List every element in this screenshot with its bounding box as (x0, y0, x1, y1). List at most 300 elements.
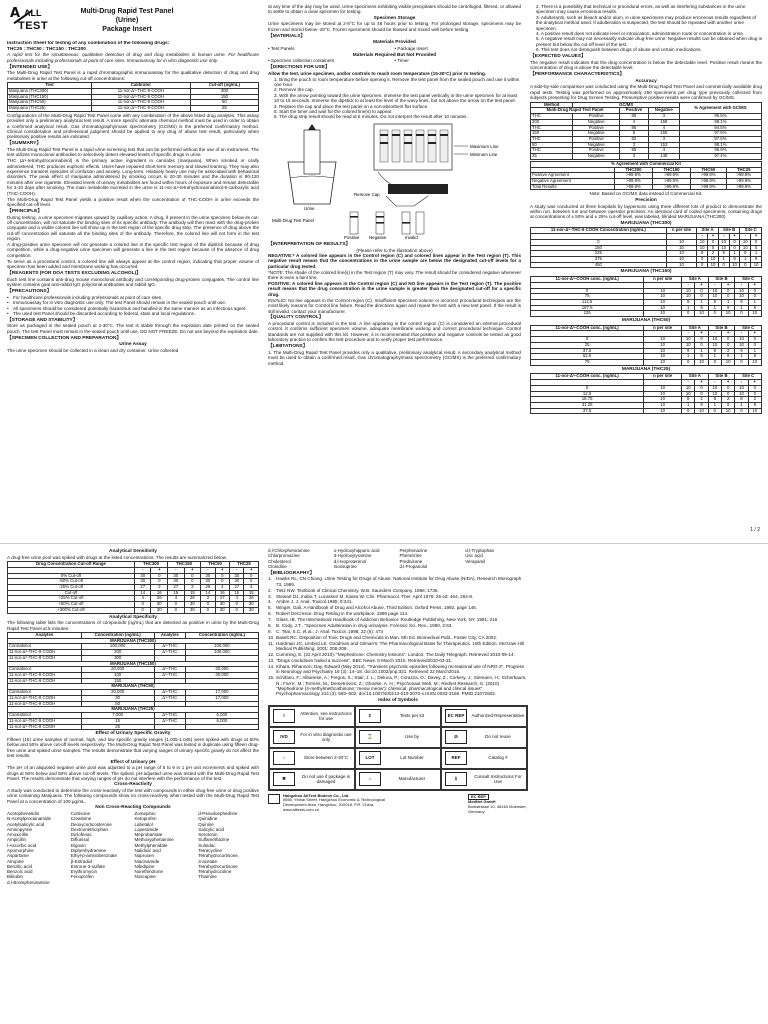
precautions-heading: 【PRECAUTIONS】 (7, 289, 52, 295)
table-cell: 10 (666, 245, 697, 251)
symbol-label: Do not use if package is damaged (301, 773, 351, 785)
table-cell: 10 (644, 403, 682, 409)
table-cell: THC25 (230, 562, 259, 568)
table-cell: >99.9% (653, 173, 691, 179)
bibliography-list (268, 576, 528, 697)
table-cell: Multi-Drug Rapid Test Panel (531, 108, 620, 114)
table-cell: 15 (168, 590, 185, 596)
table-cell: 0 (735, 360, 748, 366)
table-cell: Positive (619, 108, 648, 114)
table-cell: 26 (151, 596, 168, 602)
bibliography-heading: 【BIBLIOGRAPHY】 (268, 570, 315, 576)
table-cell: 10 (708, 256, 719, 262)
table-cell: Site B (708, 325, 735, 331)
symbols-title: Index of Symbols (378, 697, 418, 703)
symbol-entry (269, 706, 355, 727)
symbol-icon: ℹ (445, 772, 467, 786)
table-cell: Site B (718, 228, 740, 234)
table-cell: 3 (244, 584, 259, 590)
table-cell: 16 (215, 590, 229, 596)
table-cell: 9 (748, 403, 761, 409)
agreement-note: Note: Based on GC/MS data instead of Commercial Kit. (589, 191, 703, 197)
table-cell: 11-nor-Δ⁹-COOH conc. (ng/mL) (531, 374, 644, 380)
table-cell: 0 (151, 579, 168, 585)
table-cell: 10 (697, 245, 708, 251)
table-cell: 10 (644, 294, 682, 300)
interpretation-note: (Please refer to the illustration above) (356, 247, 433, 253)
table-cell: 0 (531, 337, 644, 343)
table-cell: 0 (695, 288, 708, 294)
table-cell: + (184, 567, 201, 573)
table-cell: - (735, 380, 748, 386)
precision-label: MARIJUANA (THC25) (621, 366, 671, 372)
specificity-table (7, 632, 259, 730)
cross-reactivity-title: Cross-Reactivity (114, 782, 152, 788)
sg-title: Effect of Urinary Specific Gravity (95, 731, 171, 737)
storage-heading: 【STORAGE AND STABILITY】 (7, 317, 78, 323)
symbol-icon: LOT (359, 751, 381, 765)
ec-rep-block (468, 794, 528, 815)
reference-number: 4. (268, 599, 272, 605)
interpretation-heading: 【INTERPRETATION OF RESULTS】 (268, 241, 351, 247)
table-cell: Cannabinol (8, 713, 82, 719)
table-cell: 95.5% (679, 114, 761, 120)
directions-lead: Allow the test, urine specimen, and/or controls to reach room temperature (15-30°C) prior to testing. (268, 70, 487, 76)
compound-item: l-Ascorbic acid (7, 842, 37, 848)
precision-table (530, 325, 762, 366)
reference-number: 3. (268, 593, 272, 599)
symbol-label: Store between 2-30°C (303, 755, 349, 761)
compound-item: N-Acetylprocainamide (7, 816, 52, 822)
table-cell: n per site (644, 277, 682, 283)
table-cell: 10 (644, 348, 682, 354)
table-cell: -25% Cut-off (8, 584, 135, 590)
compound-item: Isoxsuprine (333, 563, 357, 569)
storage-text: Store as packaged in the sealed pouch at 2-30°C. The test is stable through the expiration date printed on the sealed pouch. The test Panel must remain in the sealed pouch until use. DO NOT FREEZE. Do not use beyond the expiration date. (7, 323, 259, 334)
precision-table (530, 227, 762, 268)
drug-list: THC25 : THC50 : THC150 : THC300 (7, 46, 86, 52)
table-cell: 10 (748, 408, 761, 414)
table-cell: 0 (531, 288, 644, 294)
compound-item: Sulfamethazine (198, 837, 230, 843)
table-row (531, 360, 762, 366)
table-cell: Site A (697, 228, 719, 234)
table-cell: Test (8, 83, 92, 89)
list-item: 3. With the arrow pointing toward the urine specimen, immerse the test panel vertically in the urine specimen for at least 10 to 15 seconds. Immerse the dipstick to at least the level of the wavy lines, but not above the arrow on the test panel. (274, 92, 518, 104)
symbol-icon: ↕ (273, 751, 295, 765)
table-cell: Analytes (154, 633, 185, 639)
table-cell: Site C (740, 228, 762, 234)
compound-item: Tetrahydrocortisone (198, 863, 238, 869)
table-cell: 10 (708, 294, 721, 300)
table-cell: % Agreement with GC/MS (679, 102, 761, 113)
table-cell: 0 (682, 408, 695, 414)
table-cell: 10 (666, 251, 697, 257)
table-cell: 11-nor-Δ⁹-THC-9 COOH (8, 678, 82, 684)
symbol-icon: ⌂ (359, 772, 381, 786)
reference-text: "Drugs crackdown hailed a success". BBC News. 8 March 2010. Retrieved2010-03-31. (276, 658, 453, 664)
reference-text: Tietz NW. Textbook of Clinical Chemistry. W.B. Saunders Company. 1986; 1735. (276, 587, 439, 593)
table-cell (154, 724, 185, 730)
page-divider (0, 543, 768, 544)
table-cell: 0 (748, 294, 761, 300)
table-cell: 150 (531, 245, 667, 251)
table-cell: 10 (718, 239, 729, 245)
table-cell: n per site (666, 228, 697, 234)
page-number: 1 / 2 (750, 527, 760, 533)
table-cell: Site B (708, 277, 735, 283)
compound-item: Noscapine (134, 874, 156, 880)
precision-table (530, 373, 762, 414)
compound-item: Clonidine (268, 563, 287, 569)
compound-item: Niacinamide (134, 858, 160, 864)
table-cell: + (695, 331, 708, 337)
symbol-icon: IVD (273, 730, 295, 744)
min-line-label: Minimum Line (470, 151, 498, 157)
table-cell: 30 (230, 573, 244, 579)
table-cell: 25 (531, 154, 573, 160)
table-cell: 0 (215, 579, 229, 585)
table-cell: >99.9% (691, 173, 726, 179)
reference-item (268, 611, 528, 616)
table-cell: 50 (531, 142, 573, 148)
table-cell: 11-nor-Δ⁸-THC-9 COOH (8, 695, 82, 701)
table-cell: 75 (531, 294, 644, 300)
table-cell: 10 (708, 262, 719, 268)
list-item: 1. Bring the pouch to room temperature before opening it. Remove the test panel from the sealed pouch and use it within one hour. (274, 76, 520, 88)
summary-text-3: The Multi-Drug Rapid Test Panel yields a positive result when the concentration of THC-COOH in urine exceeds the specified cut-off level. (7, 196, 259, 207)
reference-item (268, 594, 528, 599)
table-cell: 26 (244, 596, 259, 602)
table-cell: 100 (81, 673, 154, 679)
table-cell: >99.9% (726, 179, 761, 185)
table-cell: 10 (751, 262, 762, 268)
symbol-entry (355, 769, 441, 790)
table-cell: 27 (134, 584, 151, 590)
table-cell: 9 (682, 348, 695, 354)
table-cell: - (134, 567, 151, 573)
precision-text: A study was conducted at three hospitals by laypersons using three different lots of product to demonstrate the within run, between run and between operator precision. An identical card of coded specimens, containing drugs at concentrations of ± 50% and ± 25% cut-off level, was labeled, blinded MARIJUANA (THC300) (530, 203, 762, 220)
table-cell: 0 (748, 288, 761, 294)
table-cell: 15 (81, 718, 154, 724)
table-cell: - (708, 331, 721, 337)
list-item: 6. This test does not distinguish between drugs of abuse and certain medications. (536, 47, 702, 53)
table-cell: >99.9% (691, 179, 726, 185)
symbol-entry (441, 727, 527, 748)
table-row (531, 311, 762, 317)
materials-provided-title: Materials Provided (373, 40, 416, 46)
table-cell: 10 (644, 408, 682, 414)
table-cell: 11-nor-Δ⁹-THC-9 COOH (8, 655, 82, 661)
compound-item (465, 564, 528, 569)
qc-text: A procedural control is included in the test. A line appearing in the control region (C) is considered an internal procedural control. It confirms sufficient specimen volume, adequate membrane wicking and correct procedural technique. Control standards are not supplied with this kit. However, it is recommended that positive and negative controls be tested as good laboratory practice to confirm the test procedure and to verify proper test performance. (268, 321, 521, 343)
table-cell: THC300 (614, 167, 652, 173)
table-cell: 0 (748, 342, 761, 348)
table-cell: 1 (735, 354, 748, 360)
table-cell: 0 (215, 573, 229, 579)
compound-item: d-Pseudoephedrine (198, 810, 238, 816)
table-cell: + (722, 282, 735, 288)
table-cell: 5 (619, 131, 648, 137)
table-cell: 0 (722, 385, 735, 391)
table-cell: 3 (619, 154, 648, 160)
table-cell: Δ⁹-THC (154, 650, 185, 656)
table-cell: 11-nor-Δ⁹-COOH conc. (ng/mL) (531, 325, 644, 331)
materials-required-title: Materials Required But Not Provided (352, 52, 437, 58)
table-cell: 0 (230, 607, 244, 613)
table-cell: 0 (722, 391, 735, 397)
compound-item: Aspartame (7, 853, 29, 859)
table-cell: 10 (644, 337, 682, 343)
table-cell: Positive Agreement (531, 173, 615, 179)
reference-item (268, 576, 528, 587)
table-cell: 300 (531, 119, 573, 125)
table-cell: 1 (718, 256, 729, 262)
compound-item: β-Estradiol (70, 858, 93, 864)
intended-use-text: The Multi-Drug Rapid Test Panel is a rapid chromatographic immunoassay for the qualitative detection of drug and drug metabolites in urine at the following cut-off concentrations: (7, 70, 259, 81)
table-cell: Negative (573, 119, 619, 125)
sensitivity-text: A drug-free urine pool was spiked with drugs at the listed concentrations. The results are summarized below. (7, 554, 228, 560)
table-cell: 10 (682, 294, 695, 300)
table-cell: Cut-off (8, 590, 135, 596)
principle-text-3: To serve as a procedural control, a colored line will always appear at the control region, indicating that proper volume of specimen has been added and membrane wicking has occurred. (7, 258, 259, 270)
table-cell: 0 (151, 573, 168, 579)
table-cell: 0 (718, 262, 729, 268)
symbol-label: Use by (404, 734, 419, 740)
table-row (531, 408, 762, 414)
positive-text: POSITIVE: A colored line appears in the Control region (C) and NO line appears in the Test region (T). The positive result means that the drug concentration in the urine sample is greater than the designated cut-off for a specific drug. (268, 280, 521, 297)
table-cell: 16 (151, 590, 168, 596)
table-cell: 6,000 (185, 713, 258, 719)
symbol-entry (355, 748, 441, 769)
table-cell: 37.5 (531, 408, 644, 414)
table-cell: 15 (184, 590, 201, 596)
table-cell: 27 (215, 596, 229, 602)
table-cell: 187.5 (531, 305, 644, 311)
compound-item: Ampicillin (7, 837, 27, 843)
compound-item: Cholesterol (268, 558, 291, 564)
table-cell: 97.5% (679, 131, 761, 137)
table-cell: 0 (230, 602, 244, 608)
reference-item (268, 635, 528, 640)
symbol-icon: ! (273, 709, 295, 723)
table-cell: 3 (648, 114, 679, 120)
compound-item: Zomepirac (134, 810, 156, 816)
reference-text: Kihara, Rihannon; Day, Edward (May 2014). "Transient psychotic episodes following recreational use of NRG-3". Progress in Neurology and Psychiatry 18 (3): 14–18. doi:10.1002/pnp.331. Retrieved 22 March2015. (276, 663, 525, 675)
specificity-title: Analytical Specificity (109, 614, 157, 620)
table-cell: THC (531, 136, 573, 142)
compound-item: Quinine (198, 821, 214, 827)
table-cell: 0 (682, 360, 695, 366)
precision-label: MARIJUANA (THC300) (620, 220, 672, 226)
table-cell: 1 (748, 299, 761, 305)
table-cell: 8 (708, 397, 721, 403)
list-item: 3. Adulterants, such as bleach and/or alum, in urine specimens may produce erroneous results regardless of the analytical method used. If adulteration is suspected, the test should be repeated with another urine specimen. (536, 14, 757, 31)
table-cell: THC (531, 148, 573, 154)
table-cell: 0 (244, 579, 259, 585)
table-cell: 9 (708, 299, 721, 305)
compound-item: Fenoprofen (70, 874, 94, 880)
compound-item: Bilirubin (7, 874, 24, 880)
table-cell: + (695, 282, 708, 288)
table-cell: Concentration (ng/mL) (185, 633, 258, 639)
non-cross-list (7, 811, 259, 880)
table-cell: 158 (648, 119, 679, 125)
symbol-icon: ⊘ (445, 730, 467, 744)
column-1 (7, 41, 259, 537)
symbol-label: Tests per kit (399, 713, 424, 719)
reference-text: B. Cody, J.T., "Specimen Adulteration in drug urinalysis. Forensic Sci. Rev., 1990, 2:63. (276, 623, 453, 629)
table-cell: 27 (230, 584, 244, 590)
list-item: 5. Start the timer and wait for the colored line(s) to appear. (274, 109, 393, 115)
table-cell: Δ⁸-THC (154, 690, 185, 696)
compound-item: Deoxycorticosterone (70, 821, 112, 827)
table-cell: >99.9% (691, 184, 726, 190)
table-cell: 0 (722, 288, 735, 294)
table-cell: 30 (151, 602, 168, 608)
reagents-heading: 【REAGENTS (FOR DOA TESTS EXCLUDING ALCOHOL)】 (7, 271, 141, 277)
table-cell: - (230, 567, 244, 573)
compound-item: Salicylic acid (198, 826, 225, 832)
compound-item: d,l-Tryptophan (465, 548, 495, 553)
compound-item: Ketoprofen (134, 816, 157, 822)
table-cell: 9 (682, 299, 695, 305)
table-cell: Δ⁹-THC (154, 718, 185, 724)
table-cell: +25% Cut-off (8, 596, 135, 602)
compound-item: Naproxen (134, 853, 155, 859)
table-cell: + (244, 567, 259, 573)
table-cell: Δ⁸-THC (154, 713, 185, 719)
materials-heading: 【MATERIALS】 (268, 33, 306, 39)
table-cell: 1 (722, 299, 735, 305)
table-cell: 10 (695, 408, 708, 414)
table-cell: 50 (81, 701, 154, 707)
table-cell: 30 (244, 602, 259, 608)
ec-rep-name: MedNet GmbH (468, 799, 496, 805)
reference-number: 7. (268, 617, 272, 623)
table-cell: Δ⁸-THC (154, 644, 185, 650)
table-cell: + (729, 234, 740, 240)
table-cell: 9 (718, 251, 729, 257)
table-cell: 9 (695, 403, 708, 409)
directions-steps (268, 77, 521, 120)
table-cell: +300% Cut-off (8, 607, 135, 613)
table-cell: 0 (244, 573, 259, 579)
table-cell: Positive (573, 148, 619, 154)
table-cell: 10 (644, 391, 682, 397)
table-cell: 20,000 (81, 667, 154, 673)
table-cell: 9 (735, 348, 748, 354)
table-cell: 10 (697, 239, 708, 245)
compound-item: Dextromethorphan (70, 826, 109, 832)
table-cell: % Agreement with Commercial Kit (531, 161, 762, 167)
table-cell: Positive (573, 136, 619, 142)
ec-rep-address: Borkstrasse 10, 48163 Muenster, Germany (468, 803, 527, 814)
urine-assay-text: The urine specimen should be collected in a clean and dry container. Urine collected (7, 348, 179, 354)
table-cell: 10 (644, 385, 682, 391)
ph-text: The pH of an aliquoted negative urine pool was adjusted to a pH range of 5 to 9 in 1 pH unit increments and spiked with drugs at 50% below and 50% above cut-off levels. The spiked, pH-adjusted urine was tested with the Multi-Drug Rapid Test Panel. The results demonstrate that varying ranges of pH do not interfere with the performance of the test. (7, 765, 259, 781)
precision-label: MARIJUANA (THC150) (620, 269, 672, 275)
table-cell: 62.5 (531, 354, 644, 360)
table-cell: 75 (531, 360, 644, 366)
symbol-entry (355, 727, 441, 748)
procedure-illustration (268, 122, 521, 240)
table-cell: 10 (666, 239, 697, 245)
invalid-label: Invalid (405, 234, 418, 240)
table-cell: 0 (722, 337, 735, 343)
list-item: • The used test Panel should be discarded according to federal, state and local regulations. (7, 311, 259, 316)
list-item: 4. Replace the cap and place the test panel on a non-absorbent flat surface. (274, 103, 429, 109)
table-cell: 1 (735, 305, 748, 311)
agreement-table (530, 161, 762, 191)
table-cell: 9 (695, 305, 708, 311)
table-cell: Site A (682, 374, 709, 380)
table-cell: 8 (697, 251, 708, 257)
table-cell: Cannabinol (8, 644, 82, 650)
table-cell: 10 (735, 391, 748, 397)
accuracy-table (530, 102, 762, 160)
table-cell: 1 (748, 348, 761, 354)
table-cell: Analytes (8, 633, 82, 639)
table-cell: 1 (735, 403, 748, 409)
compound-item: Tetrahydrozoline (198, 869, 232, 875)
factory-icon (268, 794, 280, 804)
table-cell: MARIJUANA (THC50) (8, 684, 259, 690)
symbols-table (268, 705, 528, 791)
reference-item (268, 658, 528, 663)
table-row (531, 262, 762, 268)
table-cell: 9 (740, 251, 751, 257)
compound-item: Erythromycin (70, 869, 98, 875)
reagents-text: Each test line contains anti-drug mouse monoclonal antibody and corresponding drug-protein conjugates. The control line system contains goat anti-rabbit IgG polyclonal antibodies and rabbit IgG. (7, 276, 259, 288)
symbol-label: Attention, see instructions for use (300, 710, 352, 722)
table-cell: 30 (244, 607, 259, 613)
manufacturer-name: Hangzhou AllTest Biotech Co., Ltd. (283, 792, 350, 798)
table-cell: - (201, 567, 215, 573)
table-cell: 17,000 (185, 690, 258, 696)
table-cell: + (151, 567, 168, 573)
specificity-text: The following table lists the concentrations of compounds (ng/mL) that are detected as positive in urine by the Multi-Drug Rapid Test Panel at 5 minutes. (7, 620, 259, 631)
table-cell: THC25 (726, 167, 761, 173)
table-cell: + (748, 331, 761, 337)
symbol-label: Consult Instructions For Use (474, 773, 522, 785)
table-cell: 3 (151, 584, 168, 590)
table-cell: +50% Cut-off (8, 602, 135, 608)
table-cell: Site B (708, 374, 735, 380)
table-cell: 0 (697, 262, 708, 268)
table-cell: Positive (573, 125, 619, 131)
table-cell: 30 (151, 607, 168, 613)
table-cell: 4 (619, 119, 648, 125)
table-cell: >99.9% (726, 173, 761, 179)
symbol-label: Do not reuse (485, 734, 511, 740)
limitations-list (530, 4, 762, 53)
table-cell: 30 (230, 579, 244, 585)
table-cell: 11-nor-Δ⁹-THC-9 COOH (91, 100, 190, 106)
table-cell: 96.9% (679, 148, 761, 154)
table-cell: + (722, 331, 735, 337)
table-cell: - (697, 234, 708, 240)
table-cell: 300 (81, 655, 154, 661)
precision-tables (530, 221, 762, 415)
list-item: 5. A negative result may not necessarily indicate drug-free urine. Negative results can be obtained when drug is present but below the cut-off level of the test. (536, 36, 762, 47)
ph-title: Effect of Urinary pH (110, 759, 156, 765)
table-cell: 10 (644, 354, 682, 360)
specimen-heading: 【SPECIMEN COLLECTION AND PREPARATION】 (7, 335, 122, 341)
table-cell: Site A (682, 325, 709, 331)
table-cell: 10 (644, 311, 682, 317)
table-cell: 86 (619, 125, 648, 131)
